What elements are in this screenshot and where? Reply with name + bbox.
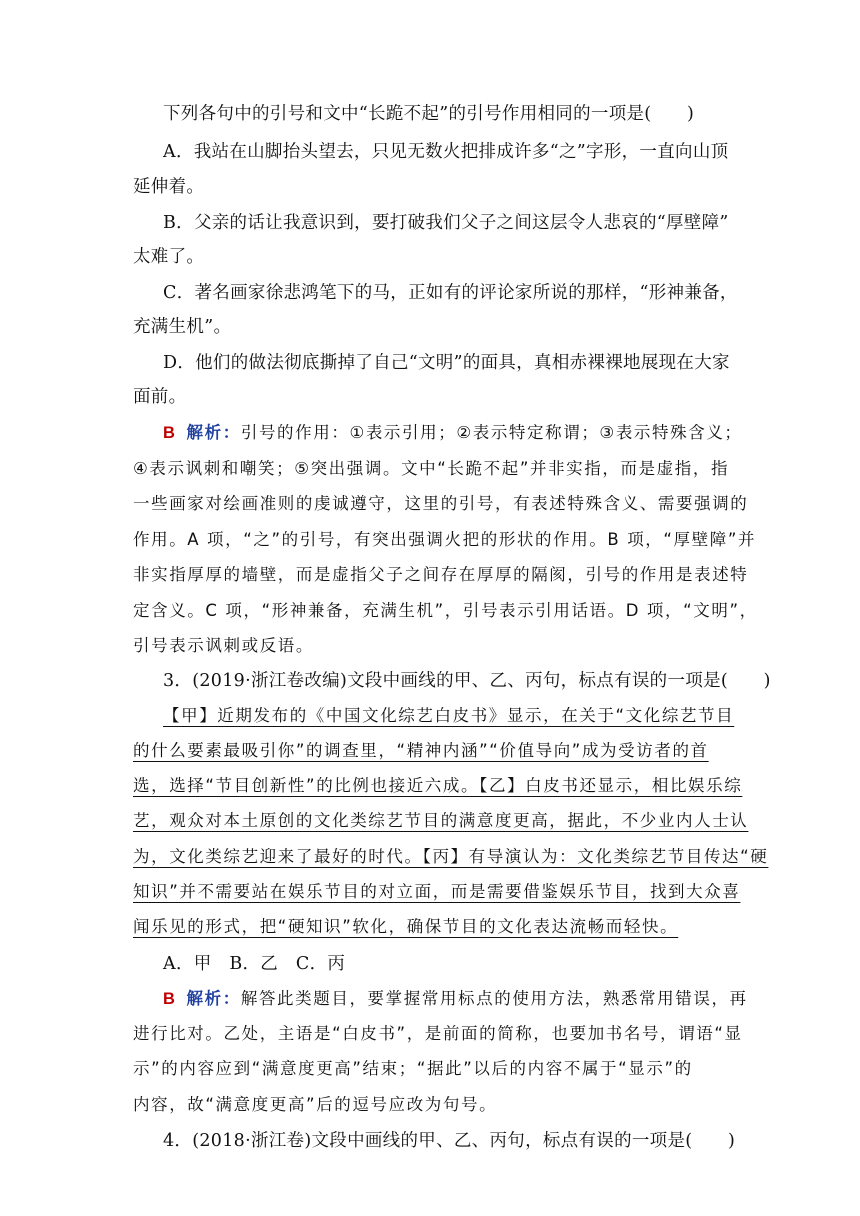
analysis-1-first-line [163, 422, 743, 444]
answer-letter: B [163, 990, 177, 1008]
passage-line: 知识”并不需要站在娱乐节目的对立面，而是需要借鉴娱乐节目，找到大众喜 [133, 882, 741, 901]
analysis-1-line: 作用。A 项，“之”的引号，有突出强调火把的形状的作用。B 项，“厚壁障”并 [133, 530, 757, 549]
question-4: 4．(2018·浙江卷)文段中画线的甲、乙、丙句，标点有误的一项是( ) [163, 1131, 736, 1151]
passage-underlined: 选，选择“节目创新性”的比例也接近六成。【乙】白皮书还显示，相比娱乐综 [133, 776, 743, 795]
option-c: C．著名画家徐悲鸿笔下的马，正如有的评论家所说的那样，“形神兼备， [163, 283, 738, 303]
passage-line [133, 775, 742, 797]
passage-line: 闻乐见的形式，把“硬知识”软化，确保节目的文化表达流畅而轻快。 [133, 917, 679, 936]
passage-line: 为，文化类综艺迎来了最好的时代。【丙】有导演认为：文化类综艺节目传达“硬 [133, 847, 769, 866]
analysis-2-line: 内容，故“满意度更高”后的逗号应改为句号。 [133, 1095, 498, 1114]
analysis-label: 解析： [186, 990, 241, 1008]
option-b-cont: 太难了。 [133, 247, 205, 267]
analysis-1-line: 非实指厚厚的墙壁，而是虚指父子之间存在厚厚的隔阂，引号的作用是表述特 [133, 565, 749, 584]
question-3: 3．(2019·浙江卷改编)文段中画线的甲、乙、丙句，标点有误的一项是( ) [163, 671, 771, 691]
option-c-cont: 充满生机”。 [133, 317, 232, 337]
analysis-1-line: 引号表示讽刺或反语。 [133, 636, 314, 655]
option-d-cont: 面前。 [133, 387, 187, 407]
analysis-text: 引号的作用：①表示引用；②表示特定称谓；③表示特殊含义； [240, 423, 743, 442]
analysis-1-line: ④表示讽刺和嘲笑；⑤突出强调。文中“长跪不起”并非实指，而是虚指，指 [133, 459, 730, 478]
options-3: A．甲 B．乙 C．丙 [163, 954, 346, 974]
answer-letter: B [163, 424, 177, 442]
analysis-2-line: 示”的内容应到“满意度更高”结束；“据此”以后的内容不属于“显示”的 [133, 1059, 693, 1078]
analysis-2-line: 进行比对。乙处，主语是“白皮书”，是前面的简称，也要加书名号，谓语“显 [133, 1024, 743, 1043]
option-a: A．我站在山脚抬头望去，只见无数火把排成许多“之”字形，一直向山顶 [163, 142, 729, 162]
analysis-1-line: 一些画家对绘画准则的虔诚遵守，这里的引号，有表述特殊含义、需要强调的 [133, 494, 749, 513]
analysis-text: 解答此类题目，要掌握常用标点的使用方法，熟悉常用错误，再 [240, 989, 748, 1008]
option-b: B．父亲的话让我意识到，要打破我们父子之间这层令人悲哀的“厚壁障” [163, 213, 729, 233]
option-a-cont: 延伸着。 [133, 177, 205, 197]
passage-line: 艺，观众对本土原创的文化类综艺节目的满意度更高，据此，不少业内人士认 [133, 811, 749, 830]
analysis-label: 解析： [186, 424, 241, 442]
analysis-2-first-line [163, 988, 748, 1010]
passage-line: 【甲】近期发布的《中国文化综艺白皮书》显示，在关于“文化综艺节目 [163, 706, 735, 725]
analysis-1-line: 定含义。C 项，“形神兼备，充满生机”，引号表示引用话语。D 项，“文明”， [133, 601, 758, 620]
option-d: D．他们的做法彻底撕掉了自己“文明”的面具，真相赤裸裸地展现在大家 [163, 353, 730, 373]
passage-line: 的什么要素最吸引你”的调查里，“精神内涵”“价值导向”成为受访者的首 [133, 741, 709, 760]
question-stem: 下列各句中的引号和文中“长跪不起”的引号作用相同的一项是( ) [163, 104, 695, 124]
